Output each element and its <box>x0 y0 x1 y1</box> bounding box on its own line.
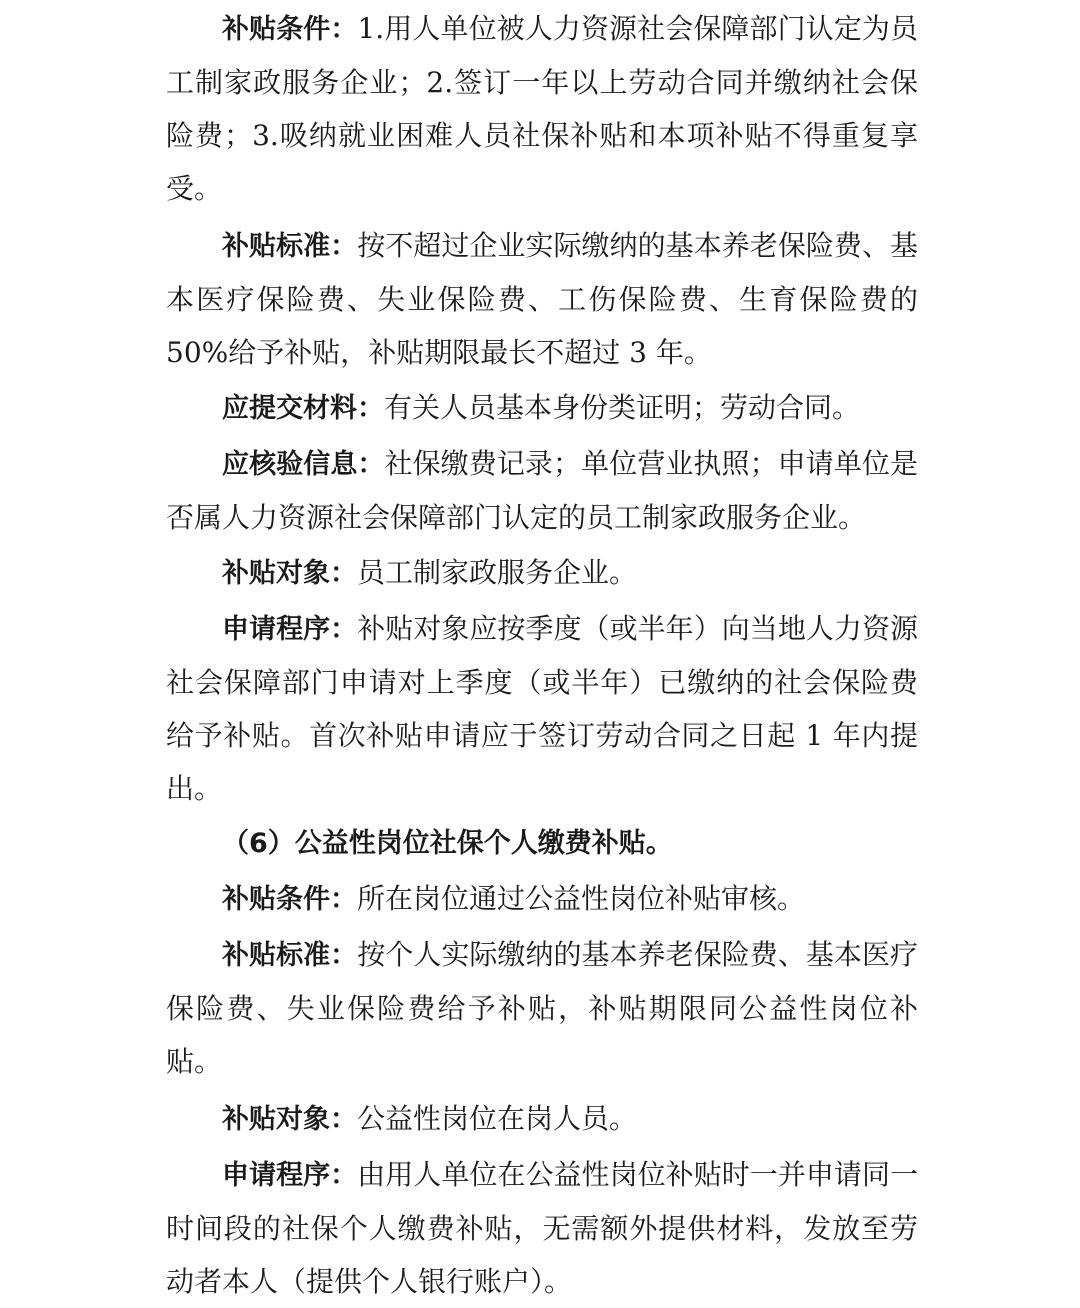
paragraph-text: 社保缴费记录；单位营业执照；申请单位是否属人力资源社会保障部门认定的员工制家政服务企业。 <box>166 447 918 534</box>
paragraph-text: 1.用人单位被人力资源社会保障部门认定为员工制家政服务企业；2.签订一年以上劳动合同并缴纳社会保险费；3.吸纳就业困难人员社保补贴和本项补贴不得重复享受。 <box>166 12 919 205</box>
paragraph-subsidy-target-2 <box>166 1090 918 1146</box>
paragraph-label: 补贴条件： <box>222 884 357 915</box>
paragraph-subsidy-target <box>166 544 918 600</box>
paragraph-label: 应核验信息： <box>222 449 385 480</box>
paragraph-text: 按不超过企业实际缴纳的基本养老保险费、基本医疗保险费、失业保险费、工伤保险费、生育保险费的50%给予补贴，补贴期限最长不超过 3 年。 <box>166 229 919 369</box>
paragraph-subsidy-standard-2 <box>166 926 918 1088</box>
paragraph-subsidy-standard <box>166 217 918 379</box>
paragraph-label: 补贴对象： <box>222 558 357 589</box>
paragraph-label: 补贴标准： <box>222 231 358 262</box>
paragraph-label: 补贴对象： <box>222 1104 357 1135</box>
paragraph-label: 申请程序： <box>222 1160 358 1191</box>
paragraph-application-procedure-2 <box>166 1146 918 1308</box>
paragraph-application-procedure <box>166 600 918 815</box>
paragraph-label: 申请程序： <box>222 614 358 645</box>
paragraph-text: 员工制家政服务企业。 <box>357 556 638 589</box>
paragraph-text: 由用人单位在公益性岗位补贴时一并申请同一时间段的社保个人缴费补贴，无需额外提供材料，发放至劳动者本人（提供个人银行账户）。 <box>166 1158 919 1298</box>
paragraph-label: 补贴条件： <box>222 14 358 45</box>
paragraph-text: 按个人实际缴纳的基本养老保险费、基本医疗保险费、失业保险费给予补贴，补贴期限同公益性岗位补贴。 <box>166 938 919 1078</box>
paragraph-label: 应提交材料： <box>222 393 384 424</box>
section-heading: （6）公益性岗位社保个人缴费补贴。 <box>222 828 673 859</box>
paragraph-text: 有关人员基本身份类证明；劳动合同。 <box>384 391 861 424</box>
paragraph-required-materials <box>166 379 918 435</box>
paragraph-text: 补贴对象应按季度（或半年）向当地人力资源社会保障部门申请对上季度（或半年）已缴纳的社会保险费给予补贴。首次补贴申请应于签订劳动合同之日起 1 年内提出。 <box>166 612 919 805</box>
document-body <box>166 0 918 1308</box>
paragraph-subsidy-conditions-2 <box>166 870 918 926</box>
paragraph-text: 公益性岗位在岗人员。 <box>357 1102 638 1135</box>
paragraph-text: 所在岗位通过公益性岗位补贴审核。 <box>357 882 806 915</box>
paragraph-label: 补贴标准： <box>222 940 358 971</box>
paragraph-subsidy-conditions <box>166 0 918 215</box>
paragraph-verification-info <box>166 435 918 544</box>
